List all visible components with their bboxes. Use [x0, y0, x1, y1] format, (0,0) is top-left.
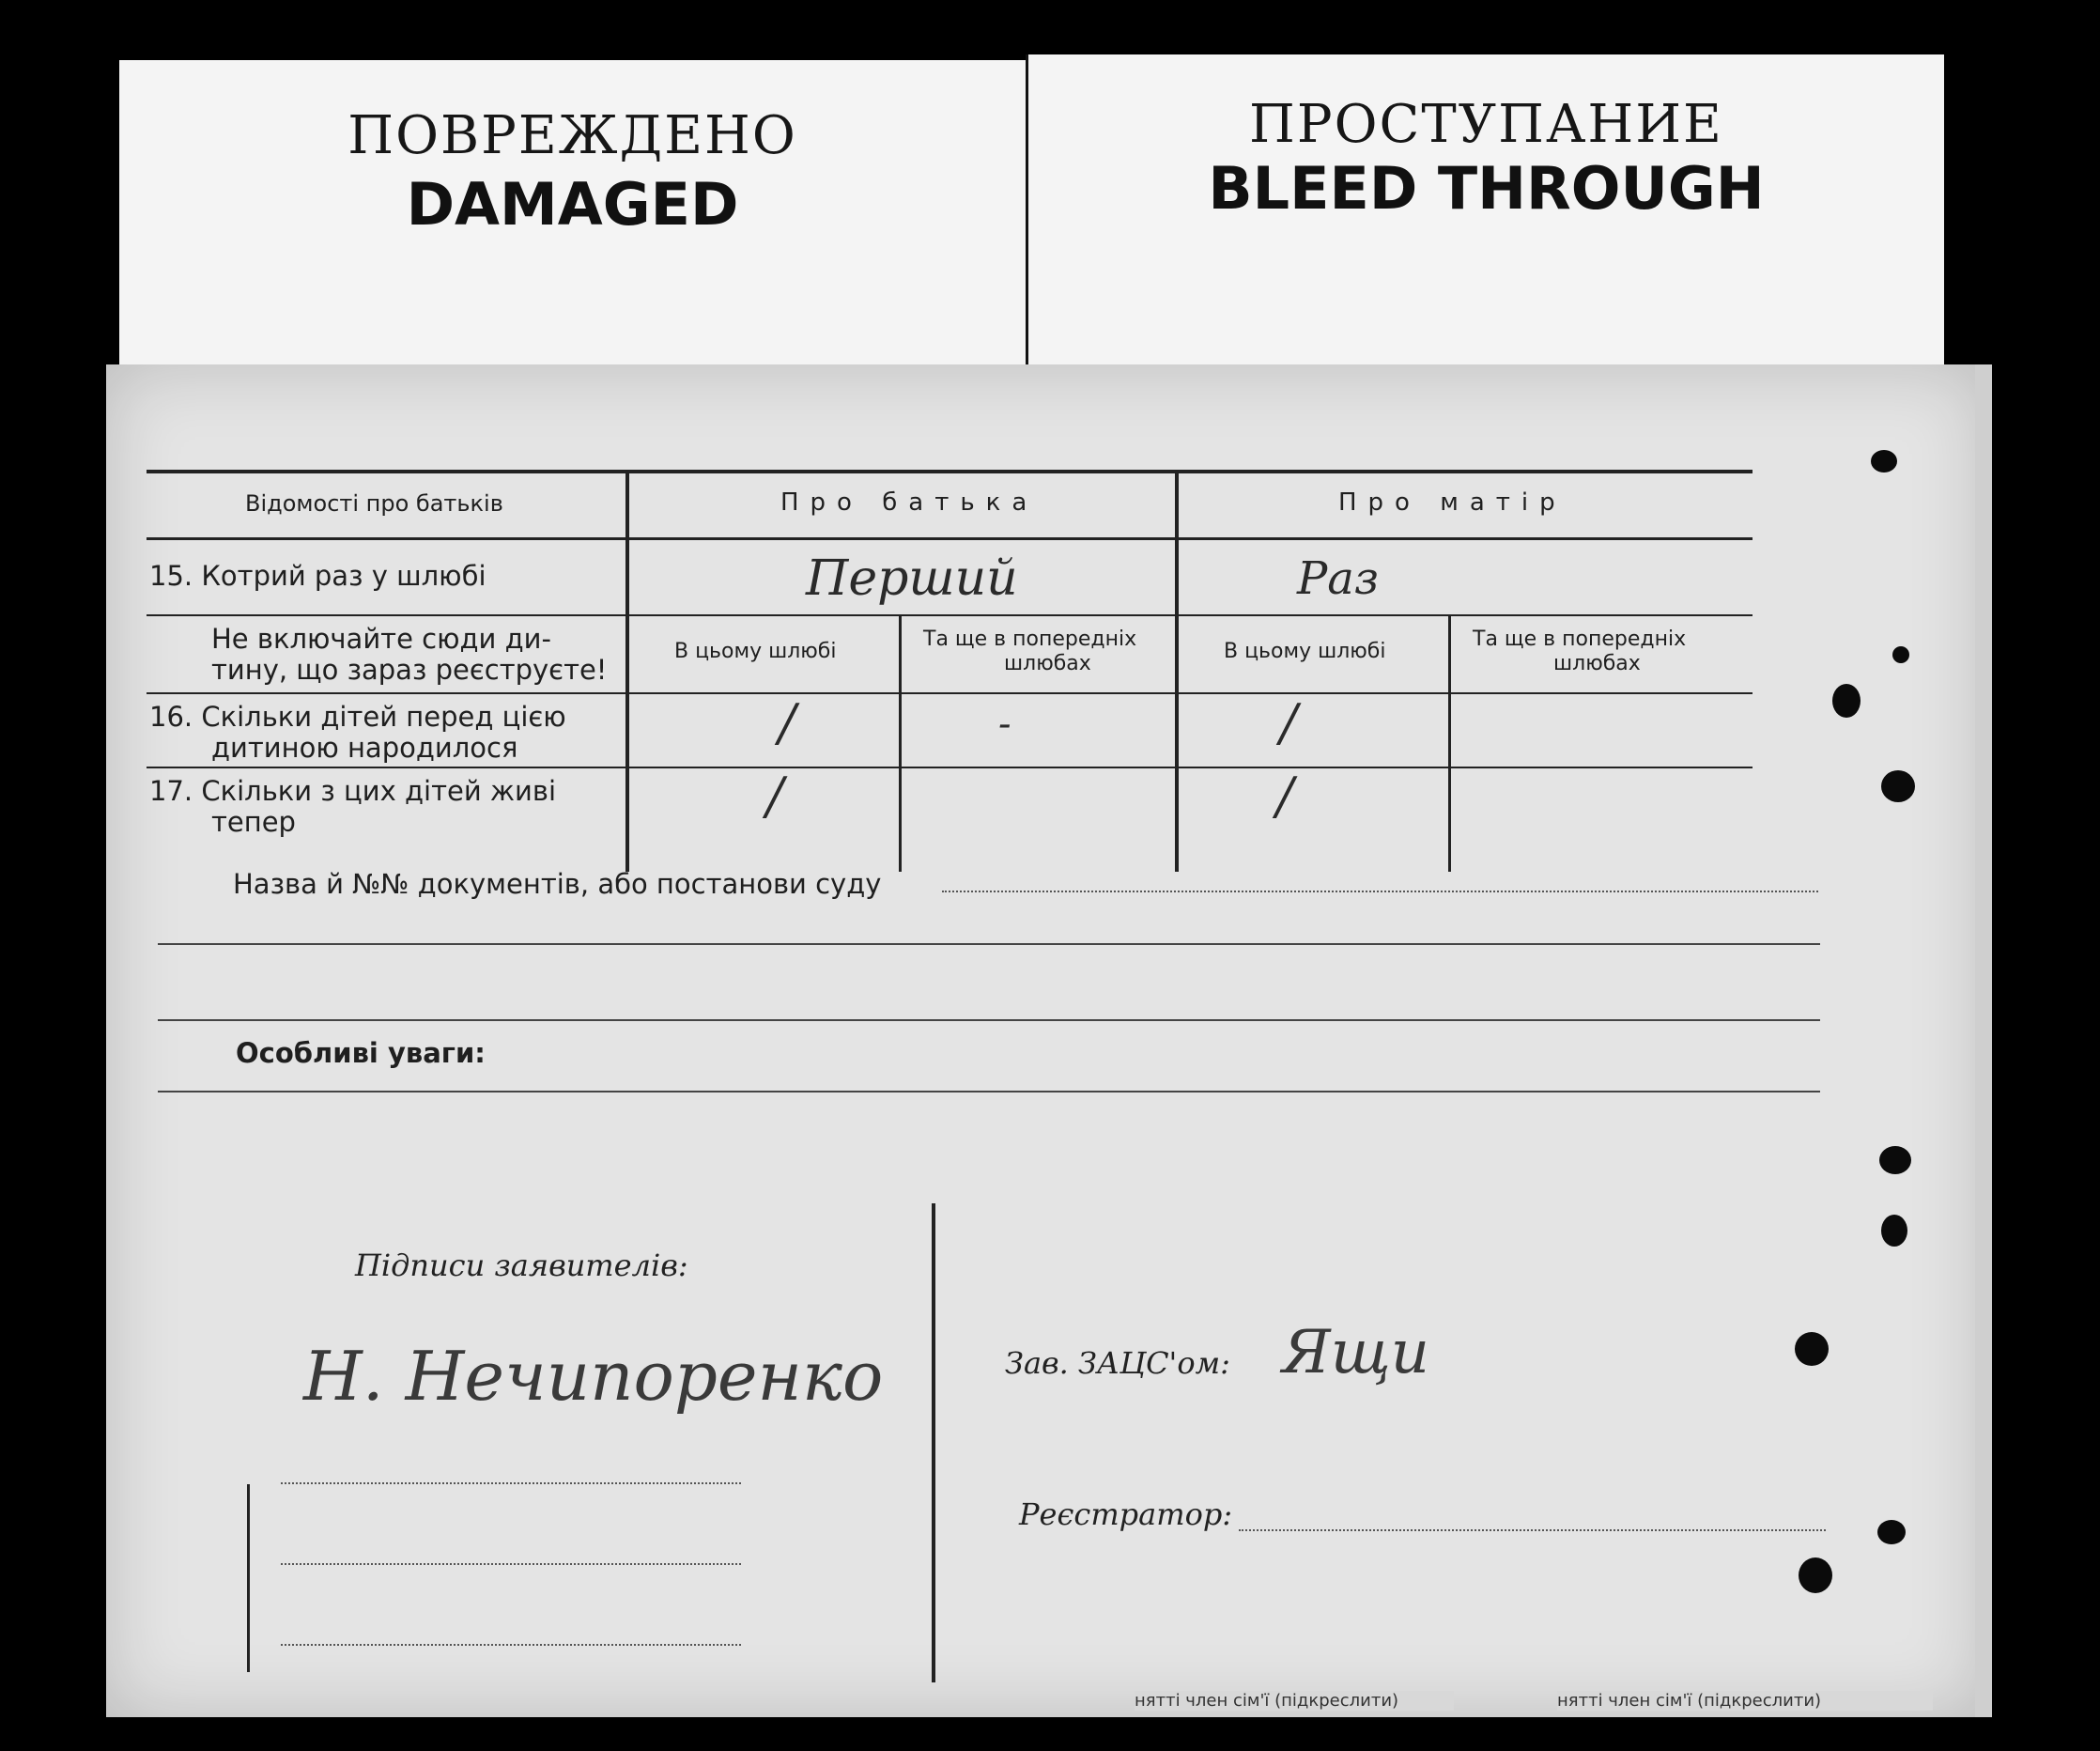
col-divider-father [899, 614, 902, 872]
sheet-edge [1975, 364, 1992, 1717]
mother-col-previous-line2: шлюбах [1553, 652, 1641, 675]
signature-brace [247, 1484, 250, 1672]
mother-col-previous-line1: Та ще в попередніх [1473, 628, 1687, 651]
registration-form-sheet [106, 364, 1984, 1717]
documents-rule-1 [158, 943, 1820, 945]
documents-label: Назва й №№ документів, або постанови суду [233, 868, 882, 900]
bleed-through-label-ru: ПРОСТУПАНИЕ [1249, 94, 1723, 155]
row15-label: 15. Котрий раз у шлюбі [149, 560, 486, 592]
bleed-through-target-card [1026, 54, 1944, 374]
documents-rule-2 [158, 1019, 1820, 1021]
header-about-father: Про батька [780, 488, 1039, 517]
damage-hole [1871, 450, 1897, 473]
row16-line-1: 16. Скільки дітей перед цією [149, 701, 566, 733]
damage-hole [1881, 770, 1915, 802]
header-about-mother: Про матір [1338, 488, 1567, 517]
damage-hole [1832, 684, 1861, 718]
row16-father-this: / [779, 693, 796, 752]
col-divider-1 [625, 472, 629, 872]
note-line-1: Не включайте сюди ди- [211, 623, 551, 655]
bottom-strip-text-2: нятті член сім'ї (підкреслити) [1557, 1691, 1933, 1711]
father-col-previous-line1: Та ще в попередніх [923, 628, 1137, 651]
signature-line-2 [281, 1563, 741, 1565]
head-of-registry-label: Зав. ЗАЦС'ом: [1005, 1345, 1230, 1381]
remarks-label: Особливі уваги: [236, 1037, 486, 1069]
damage-hole [1892, 646, 1909, 663]
head-of-registry-signature: Ящи [1282, 1318, 1429, 1387]
father-col-this-marriage: В цьому шлюбі [674, 640, 837, 663]
damage-hole [1799, 1557, 1832, 1593]
signature-divider [932, 1203, 935, 1682]
damaged-label-en: DAMAGED [406, 170, 739, 239]
header-bottom-rule [147, 537, 1753, 540]
signatures-label: Підписи заявителів: [355, 1247, 688, 1283]
row17-father-this: / [766, 767, 784, 826]
documents-dotted-line [942, 891, 1818, 892]
row15-mother-answer: Раз [1297, 552, 1380, 605]
damage-hole [1881, 1215, 1907, 1247]
row17-line-2: тепер [211, 806, 296, 838]
bleed-through-label-en: BLEED THROUGH [1208, 154, 1765, 223]
father-col-previous-line2: шлюбах [1004, 652, 1091, 675]
bottom-strip-text-1: нятті член сім'ї (підкреслити) [1135, 1691, 1454, 1711]
registrar-label: Реєстратор: [1019, 1496, 1233, 1532]
applicant-signature: Н. Нечипоренко [303, 1337, 884, 1416]
damage-hole [1795, 1332, 1829, 1366]
damage-hole [1877, 1520, 1906, 1544]
damaged-target-card [119, 60, 1026, 380]
row15-father-answer: Перший [806, 550, 1018, 607]
mother-col-this-marriage: В цьому шлюбі [1224, 640, 1386, 663]
row17-mother-this: / [1276, 767, 1294, 826]
row16-line-2: дитиною народилося [211, 732, 518, 764]
header-parents-info: Відомості про батьків [245, 490, 503, 517]
signature-line-1 [281, 1482, 741, 1484]
damage-hole [1879, 1146, 1911, 1174]
table-top-rule [147, 470, 1753, 473]
registrar-dotted-line [1239, 1529, 1826, 1531]
row16-mother-this: / [1280, 693, 1298, 752]
col-divider-mother [1448, 614, 1451, 872]
row16-father-previous: - [998, 703, 1011, 746]
damaged-label-ru: ПОВРЕЖДЕНО [347, 105, 797, 166]
row16-bottom-rule [147, 767, 1753, 768]
remarks-rule [158, 1091, 1820, 1092]
col-divider-2 [1175, 472, 1179, 872]
row15-bottom-rule [147, 614, 1753, 616]
row17-line-1: 17. Скільки з цих дітей живі [149, 775, 557, 807]
note-bottom-rule [147, 692, 1753, 694]
note-line-2: тину, що зараз реєструєте! [211, 654, 608, 686]
signature-line-3 [281, 1644, 741, 1646]
